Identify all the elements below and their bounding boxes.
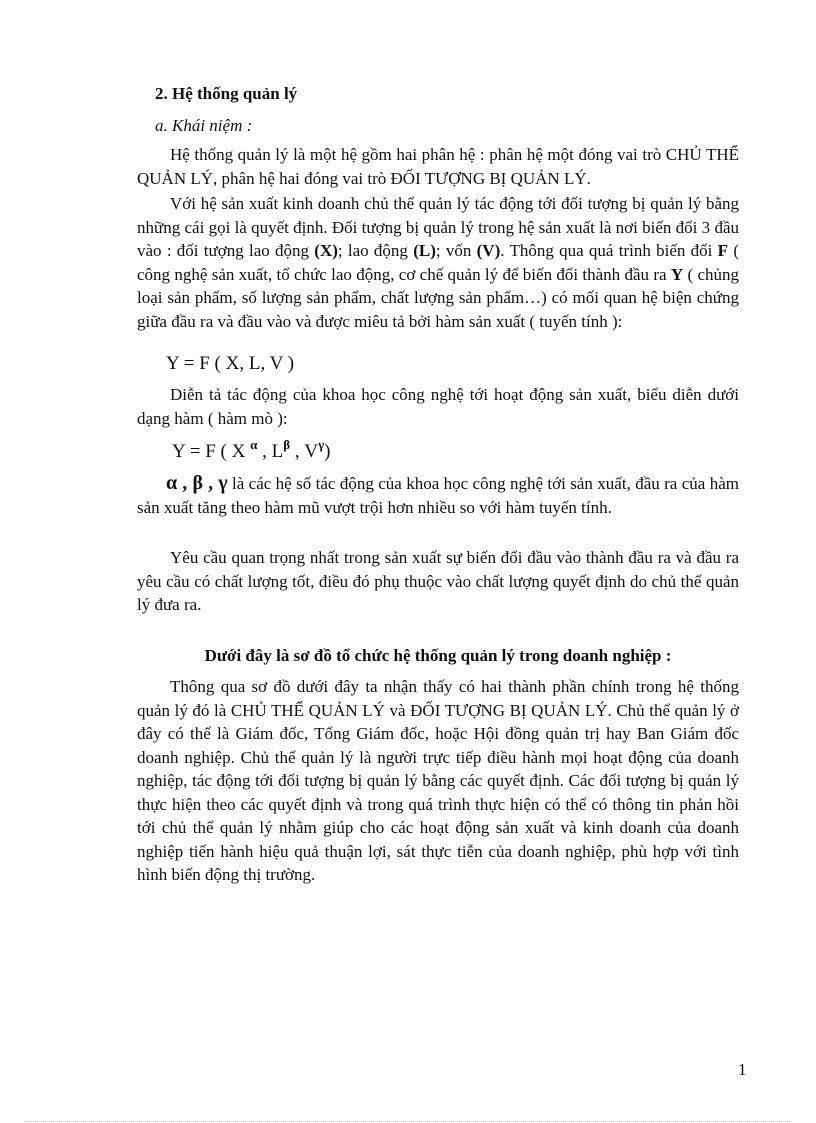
paragraph-text: . Thông qua quá trình biến đổi (500, 241, 718, 260)
paragraph-text: là các hệ số tác động của khoa học công nghệ tới sản xuất, đầu ra của hàm sản xuất tăng theo hàm mũ vượt trội hơn nhiều so với hàm tuyến tính. (137, 474, 739, 517)
formula-part: Y = F ( X (172, 441, 251, 462)
alpha-exponent: α (250, 437, 258, 452)
diagram-heading: Dưới đây là sơ đồ tổ chức hệ thống quản lý trong doanh nghiệp : (204, 646, 672, 665)
formula-part: , L (257, 441, 284, 462)
paragraph-text: ( công nghệ sản xuất, tổ chức lao động, cơ chế quản lý để biến đổi thành đầu ra (137, 241, 739, 284)
page-number: 1 (738, 1060, 747, 1079)
paragraph-diagram-description: Thông qua sơ đồ dưới đây ta nhận thấy có hai thành phần chính trong hệ thống quản lý đó là CHỦ THỂ QUẢN LÝ và ĐỐI TƯỢNG BỊ QUẢN LÝ. Chủ thể quản lý ở đây có thể là Giám đốc, Tổng Giám đốc, hoặc Hội đồng quản trị hay Ban Giám đốc doanh nghiệp. Chủ thể quản lý là người trực tiếp điều hành mọi hoạt động của doanh nghiệp, tác động tới đối tượng bị quản lý bằng các quyết định. Các đối tượng bị quản lý thực hiện theo các quyết định và trong quá trình thực hiện có thể có thông tin phản hồi tới chủ thể quản lý nhằm giúp cho các hoạt động sản xuất và kinh doanh của doanh nghiệp tiến hành hiệu quả thuận lợi, sát thực tiễn của doanh nghiệp, phù hợp với tình hình biến động thị trường. (137, 677, 739, 884)
paragraph-requirement: Yêu cầu quan trọng nhất trong sản xuất sự biến đổi đầu vào thành đầu ra và đầu ra yêu cầu có chất lượng tốt, điều đó phụ thuộc vào chất lượng quyết định do chủ thể quản lý đưa ra. (137, 548, 739, 614)
paragraph-text: Với hệ sản xuất kinh doanh chủ thể quản lý tác động tới đối tượng bị quản lý bằng những cái gọi là quyết định. Đối tượng bị quản lý trong hệ sản xuất là nơi biến đổi 3 đầu vào : đối tượng lao động (137, 194, 739, 260)
paragraph-production-system (137, 192, 739, 333)
paragraph-definition: Hệ thống quản lý là một hệ gồm hai phân hệ : phân hệ một đóng vai trò CHỦ THỂ QUẢN LÝ, phân hệ hai đóng vai trò ĐỐI TƯỢNG BỊ QUẢN LÝ. (137, 145, 739, 188)
section-heading: 2. Hệ thống quản lý (155, 84, 298, 103)
formula-part: ) (324, 441, 331, 462)
output-y: Y (670, 264, 684, 284)
paragraph-coefficients (137, 472, 739, 519)
paragraph-text: ; vốn (435, 241, 477, 260)
paragraph-technology-impact: Diễn tả tác động của khoa học công nghệ tới hoạt động sản xuất, biểu diễn dưới dạng hàm ( hàm mò ): (137, 385, 739, 428)
input-l: (L) (413, 241, 436, 260)
beta-exponent: β (283, 437, 291, 452)
gamma-exponent: γ (318, 437, 325, 452)
formula-part: , V (290, 441, 319, 462)
greek-coefficients: α , β , γ (166, 472, 228, 494)
paragraph-text: ; lao động (337, 241, 414, 260)
linear-production-formula: Y = F ( X, L, V ) (166, 353, 295, 374)
input-x: (X) (314, 241, 338, 260)
subsection-heading: a. Khái niệm : (155, 116, 253, 135)
page-bottom-divider (24, 1121, 792, 1122)
input-v: (V) (476, 241, 501, 260)
transform-f: F (717, 241, 729, 260)
exponential-production-formula (172, 437, 331, 463)
paragraph-text: ( chủng loại sản phẩm, số lượng sản phẩm, chất lượng sản phẩm…) có mối quan hệ biện chứng giữa đầu ra và đầu vào và được miêu tả bởi hàm sản xuất ( tuyến tính ): (137, 264, 739, 331)
